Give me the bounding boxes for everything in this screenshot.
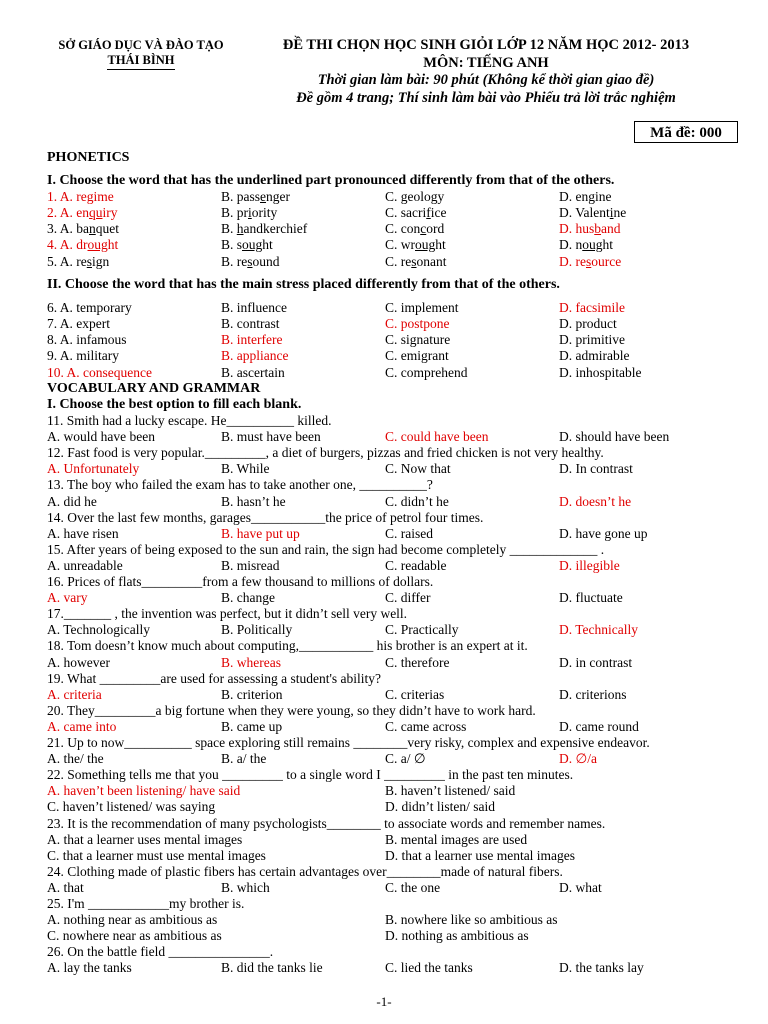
option-right: B. mental images are used xyxy=(385,831,528,847)
option-c: C. wrought xyxy=(385,237,446,252)
option-b: B. influence xyxy=(221,300,287,315)
option-a: A. Unfortunately xyxy=(47,461,140,477)
option-c: C. comprehend xyxy=(385,365,468,380)
option-c: C. Now that xyxy=(385,461,451,477)
question-stem xyxy=(47,816,747,832)
option-c: C. Practically xyxy=(385,622,459,638)
option-c: C. a/ ∅ xyxy=(385,751,426,767)
question-text: 14. Over the last few months, garages___________the price of petrol four times. xyxy=(47,509,484,525)
option-a: 2. A. enquiry xyxy=(47,205,118,220)
answer-options-row xyxy=(47,316,747,332)
option-a: A. nothing near as ambitious as xyxy=(47,912,218,928)
option-b: B. whereas xyxy=(221,654,281,670)
answer-options-row xyxy=(47,494,747,510)
option-a: A. have risen xyxy=(47,525,119,541)
option-d: D. in contrast xyxy=(559,654,633,670)
section-vocabulary: VOCABULARY AND GRAMMAR xyxy=(47,381,261,396)
question-stem xyxy=(47,477,747,493)
option-b: B. appliance xyxy=(221,348,289,363)
question-stem xyxy=(47,767,747,783)
option-a: C. haven’t listened/ was saying xyxy=(47,799,216,815)
exam-time: Thời gian làm bài: 90 phút (Không kể thời gian giao đề) xyxy=(317,72,655,88)
answer-options-row xyxy=(47,622,747,638)
question-stem xyxy=(47,510,747,526)
option-a: 6. A. temporary xyxy=(47,300,132,315)
question-text: 13. The boy who failed the exam has to take another one, __________? xyxy=(47,477,433,493)
answer-options-row xyxy=(47,960,747,976)
answer-options-row xyxy=(47,912,747,928)
option-a: C. that a learner must use mental images xyxy=(47,847,266,863)
option-b: B. passenger xyxy=(221,189,291,204)
phonetics-instruction-1: I. Choose the word that has the underlined part pronounced differently from that of the others. xyxy=(47,173,615,188)
question-text: 22. Something tells me that you _________ to a single word I _________ in the past ten minutes. xyxy=(47,767,574,783)
question-stem xyxy=(47,864,747,880)
option-d: D. Technically xyxy=(559,622,639,638)
option-d: D. came round xyxy=(559,718,639,734)
answer-options-row xyxy=(47,365,747,381)
option-a: A. haven’t been listening/ have said xyxy=(47,783,241,799)
option-d: D. criterions xyxy=(559,686,627,702)
question-text: 11. Smith had a lucky escape. He__________ killed. xyxy=(47,413,332,428)
option-d: D. the tanks lay xyxy=(559,960,644,976)
question-stem xyxy=(47,445,747,461)
option-c: C. differ xyxy=(385,590,431,606)
answer-options-row xyxy=(47,558,747,574)
option-c: C. came across xyxy=(385,718,467,734)
option-d: D. facsimile xyxy=(559,300,625,315)
option-d: D. doesn’t he xyxy=(559,493,632,509)
option-a: 9. A. military xyxy=(47,348,119,363)
option-b: B. have put up xyxy=(221,525,300,541)
option-b: B. a/ the xyxy=(221,751,267,767)
option-b: B. change xyxy=(221,590,275,606)
option-d: D. should have been xyxy=(559,429,670,445)
answer-options-row xyxy=(47,928,747,944)
option-a: A. came into xyxy=(47,718,117,734)
option-d: D. product xyxy=(559,316,617,331)
option-c: C. concord xyxy=(385,221,445,236)
option-c: C. could have been xyxy=(385,429,489,445)
question-text: 25. I'm ____________my brother is. xyxy=(47,896,245,911)
option-b: B. ascertain xyxy=(221,365,285,380)
question-text: 26. On the battle field _______________. xyxy=(47,944,274,960)
option-d: D. ∅/a xyxy=(559,751,598,767)
question-text: 19. What _________are used for assessing a student's ability? xyxy=(47,670,381,686)
option-c: C. lied the tanks xyxy=(385,960,473,976)
question-stem xyxy=(47,944,747,960)
option-c: C. therefore xyxy=(385,654,450,670)
option-c: C. geology xyxy=(385,189,445,204)
option-b: B. interfere xyxy=(221,332,283,347)
question-stem xyxy=(47,703,747,719)
option-c: C. readable xyxy=(385,557,447,573)
answer-options-row xyxy=(47,300,747,316)
option-right: D. didn’t listen/ said xyxy=(385,799,495,815)
answer-options-row xyxy=(47,332,747,348)
option-b: B. misread xyxy=(221,557,280,573)
answer-options-row xyxy=(47,655,747,671)
answer-options-row xyxy=(47,799,747,815)
question-text: 21. Up to now__________ space exploring still remains ________very risky, complex and expensive endeavor. xyxy=(47,735,650,750)
option-b: B. While xyxy=(221,461,270,477)
option-b: B. criterion xyxy=(221,686,283,702)
question-stem xyxy=(47,671,747,687)
answer-options-row xyxy=(47,719,747,735)
province-name: THÁI BÌNH xyxy=(107,53,174,70)
department-header xyxy=(46,38,236,70)
option-d: D. In contrast xyxy=(559,461,633,477)
exam-title: ĐỀ THI CHỌN HỌC SINH GIỎI LỚP 12 NĂM HỌC 2012- 2013 xyxy=(282,37,690,53)
option-c: C. postpone xyxy=(385,316,450,331)
option-b: B. resound xyxy=(221,254,280,269)
option-a: A. vary xyxy=(47,590,88,606)
question-text: 12. Fast food is very popular._________, a diet of burgers, pizzas and fried chicken is not very healthy. xyxy=(47,445,604,461)
option-right: D. nothing as ambitious as xyxy=(385,928,529,944)
exam-code-box: Mã đề: 000 xyxy=(634,121,738,143)
question-stem xyxy=(47,574,747,590)
question-stem xyxy=(47,606,747,622)
option-c: C. signature xyxy=(385,332,451,347)
option-b: B. hasn’t he xyxy=(221,493,286,509)
answer-options-row xyxy=(47,526,747,542)
question-text: 17._______ , the invention was perfect, but it didn’t sell very well. xyxy=(47,606,408,622)
option-a: A. did he xyxy=(47,493,97,509)
option-right: B. haven’t listened/ said xyxy=(385,783,516,799)
option-d: D. nought xyxy=(559,237,614,252)
option-a: 10. A. consequence xyxy=(47,365,152,380)
option-b: B. handkerchief xyxy=(221,221,308,236)
option-a: A. however xyxy=(47,654,110,670)
option-a: A. that xyxy=(47,879,84,895)
option-d: D. what xyxy=(559,879,602,895)
answer-options-row xyxy=(47,880,747,896)
option-b: B. must have been xyxy=(221,429,321,445)
question-text: 18. Tom doesn’t know much about computing,___________ his brother is an expert at it. xyxy=(47,638,528,654)
question-stem xyxy=(47,896,747,912)
exam-subject: MÔN: TIẾNG ANH xyxy=(423,54,549,71)
option-b: B. sought xyxy=(221,237,273,252)
option-b: B. Politically xyxy=(221,622,293,638)
answer-options-row xyxy=(47,751,747,767)
option-d: D. Valentine xyxy=(559,205,627,220)
option-c: C. raised xyxy=(385,525,433,541)
option-d: D. fluctuate xyxy=(559,590,623,606)
option-a: 5. A. resign xyxy=(47,254,110,269)
question-text: 24. Clothing made of plastic fibers has certain advantages over________made of natural fibers. xyxy=(47,863,563,879)
page-number: -1- xyxy=(376,994,392,1009)
answer-options-row xyxy=(47,429,747,445)
option-a: A. Technologically xyxy=(47,622,151,638)
option-a: 3. A. banquet xyxy=(47,221,119,236)
option-right: B. nowhere like so ambitious as xyxy=(385,912,558,928)
answer-options-row xyxy=(47,848,747,864)
exam-header xyxy=(236,37,736,107)
answer-options-row xyxy=(47,237,747,253)
option-a: A. would have been xyxy=(47,429,155,445)
answer-options-row xyxy=(47,590,747,606)
option-c: C. criterias xyxy=(385,686,445,702)
option-c: C. implement xyxy=(385,300,459,315)
answer-options-row xyxy=(47,783,747,799)
option-a: 4. A. drought xyxy=(47,237,119,252)
option-a: A. criteria xyxy=(47,686,102,702)
option-a: A. lay the tanks xyxy=(47,960,132,976)
answer-options-row xyxy=(47,221,747,237)
question-stem xyxy=(47,542,747,558)
answer-options-row xyxy=(47,189,747,205)
vocabulary-instruction-1: I. Choose the best option to fill each blank. xyxy=(47,397,302,412)
option-b: B. which xyxy=(221,879,270,895)
section-phonetics: PHONETICS xyxy=(47,150,130,165)
option-c: C. didn’t he xyxy=(385,493,449,509)
answer-options-row xyxy=(47,254,747,270)
question-text: 16. Prices of flats_________from a few thousand to millions of dollars. xyxy=(47,574,434,589)
option-a: A. that a learner uses mental images xyxy=(47,831,243,847)
question-text: 15. After years of being exposed to the sun and rain, the sign had become completely _____________ . xyxy=(47,541,605,557)
question-stem xyxy=(47,735,747,751)
option-right: D. that a learner use mental images xyxy=(385,847,576,863)
option-a: C. nowhere near as ambitious as xyxy=(47,928,222,944)
option-c: C. resonant xyxy=(385,254,447,269)
answer-options-row xyxy=(47,461,747,477)
question-text: 23. It is the recommendation of many psychologists________ to associate words and remember names. xyxy=(47,815,606,831)
option-a: A. the/ the xyxy=(47,751,104,767)
option-b: B. did the tanks lie xyxy=(221,960,323,976)
answer-options-row xyxy=(47,687,747,703)
option-d: D. illegible xyxy=(559,557,620,573)
option-a: 8. A. infamous xyxy=(47,332,127,347)
exam-pages-note: Đề gồm 4 trang; Thí sinh làm bài vào Phiếu trả lời trắc nghiệm xyxy=(296,89,676,106)
option-c: C. emigrant xyxy=(385,348,449,363)
option-d: D. admirable xyxy=(559,348,630,363)
question-text: 20. They_________a big fortune when they were young, so they didn’t have to work hard. xyxy=(47,702,536,718)
option-b: B. came up xyxy=(221,718,283,734)
option-a: 1. A. regime xyxy=(47,189,114,204)
option-d: D. husband xyxy=(559,221,621,236)
option-c: C. the one xyxy=(385,879,441,895)
answer-options-row xyxy=(47,832,747,848)
option-c: C. sacrifice xyxy=(385,205,447,220)
option-d: D. resource xyxy=(559,254,622,269)
option-b: B. contrast xyxy=(221,316,280,331)
option-a: A. unreadable xyxy=(47,557,123,573)
phonetics-instruction-2: II. Choose the word that has the main stress placed differently from that of the others. xyxy=(47,277,560,292)
option-d: D. have gone up xyxy=(559,525,648,541)
option-d: D. engine xyxy=(559,189,612,204)
question-stem xyxy=(47,638,747,654)
answer-options-row xyxy=(47,348,747,364)
option-d: D. inhospitable xyxy=(559,365,642,380)
option-d: D. primitive xyxy=(559,332,625,347)
option-a: 7. A. expert xyxy=(47,316,110,331)
answer-options-row xyxy=(47,205,747,221)
option-b: B. priority xyxy=(221,205,278,220)
department-name: SỞ GIÁO DỤC VÀ ĐÀO TẠO xyxy=(58,38,224,52)
question-stem xyxy=(47,413,747,429)
